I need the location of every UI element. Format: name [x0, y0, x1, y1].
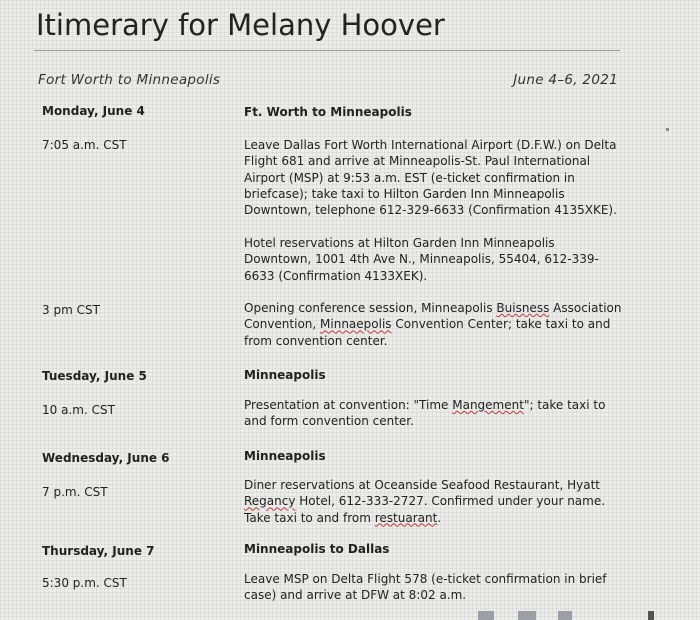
day-label-thursday: Thursday, June 7: [42, 544, 155, 558]
misspelled-word: Mangement: [452, 398, 524, 412]
day-label-wednesday: Wednesday, June 6: [42, 451, 170, 465]
time-label: 7:05 a.m. CST: [42, 138, 127, 152]
day-heading-wednesday: Minneapolis: [244, 449, 326, 463]
misspelled-word: Minnaepolis: [320, 317, 392, 332]
itinerary-entry-flight-out: Leave Dallas Fort Worth International Airport (D.F.W.) on Delta Flight 681 and arrive at Minneapolis-St. Paul International Airport (MSP) at 9:53 a.m. EST (e-ticket confirmation in briefcase); take taxi to Hilton Garden Inn Minneapolis Downtown, telephone 612-329-6633 (Confirmation 4135XKE).: [244, 138, 617, 218]
itinerary-entry-opening-session: Opening conference session, Minneapolis Buisness Association Convention, Minnaepolis Convention Center; take taxi to and from convention center.: [244, 301, 622, 348]
time-label: 5:30 p.m. CST: [42, 576, 127, 590]
itinerary-entry-presentation: Presentation at convention: "Time Mangement"; take taxi to and form convention center.: [244, 398, 606, 429]
time-label: 3 pm CST: [42, 303, 100, 317]
itinerary-entry-flight-back: Leave MSP on Delta Flight 578 (e-ticket confirmation in brief case) and arrive at DFW at 8:02 a.m.: [244, 572, 607, 603]
time-label: 7 p.m. CST: [42, 485, 108, 499]
route-subtitle: Fort Worth to Minneapolis: [38, 72, 221, 88]
day-label-monday: Monday, June 4: [42, 104, 145, 118]
misspelled-word: restuarant: [374, 510, 438, 525]
date-range: June 4–6, 2021: [513, 72, 618, 88]
title-divider: [34, 50, 620, 51]
itinerary-entry-dinner: Diner reservations at Oceanside Seafood Restaurant, Hyatt Regancy Hotel, 612-333-2727. Confirmed under your name. Take taxi to and from restuarant.: [244, 478, 606, 525]
day-label-tuesday: Tuesday, June 5: [42, 369, 147, 383]
day-heading-monday: Ft. Worth to Minneapolis: [244, 105, 412, 119]
misspelled-word: Buisness: [496, 301, 550, 315]
day-heading-tuesday: Minneapolis: [244, 368, 326, 382]
itinerary-entry-hotel: Hotel reservations at Hilton Garden Inn Minneapolis Downtown, 1001 4th Ave N., Minneapolis, 55404, 612-339-6633 (Confirmation 4133XEK).: [244, 236, 599, 283]
document-title: Itimerary for Melany Hoover: [36, 8, 445, 42]
stray-mark: [666, 128, 669, 131]
day-heading-thursday: Minneapolis to Dallas: [244, 542, 390, 556]
time-label: 10 a.m. CST: [42, 403, 115, 417]
misspelled-word: Regancy: [244, 494, 296, 509]
taskbar-fragment: [460, 609, 700, 620]
